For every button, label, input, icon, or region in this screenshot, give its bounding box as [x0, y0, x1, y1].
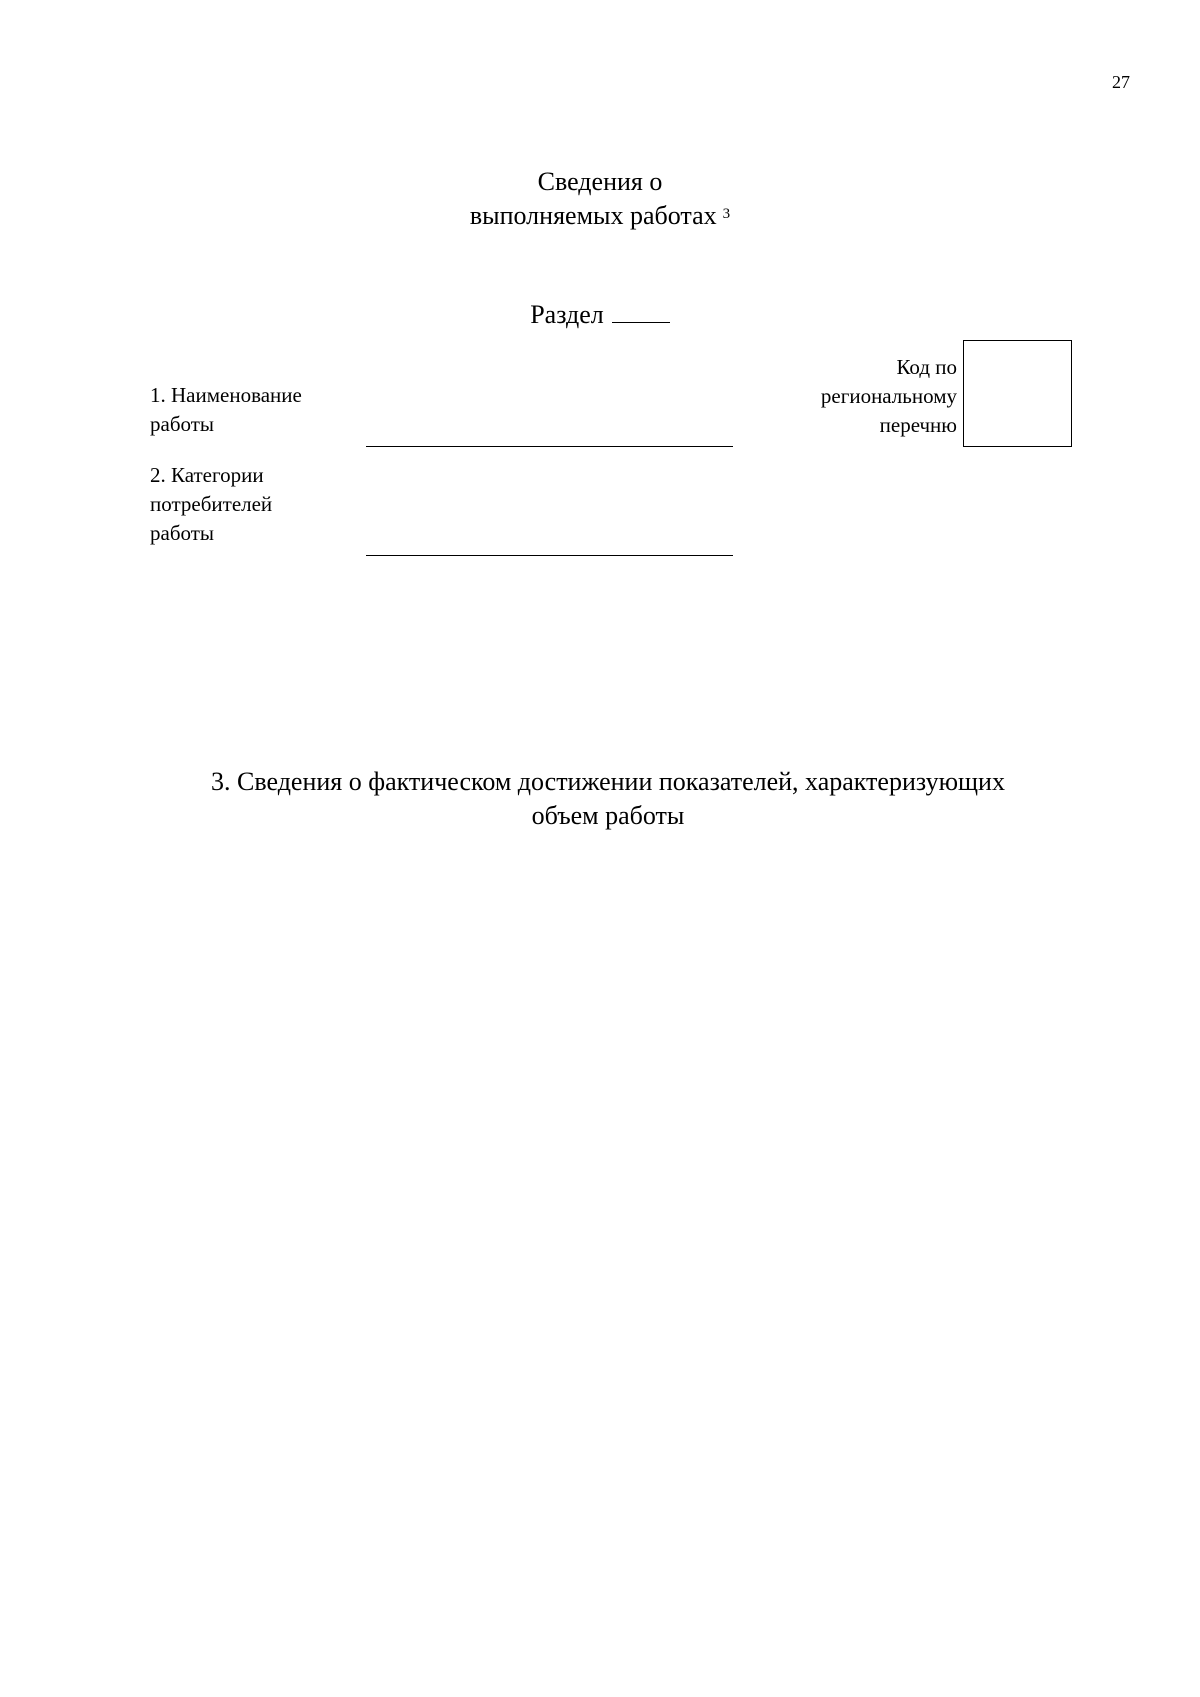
work-name-label: [150, 381, 370, 439]
title-line-1: Сведения о: [537, 167, 663, 196]
document-title: [0, 165, 1200, 233]
regional-list-code-label: [770, 353, 957, 440]
title-footnote-mark: 3: [722, 206, 731, 222]
section-3-heading: [0, 765, 1200, 833]
section-3-heading-line-1: 3. Сведения о фактическом достижении показателей, характеризующих: [211, 767, 1005, 796]
consumer-categories-label-line-2: потребителей: [150, 492, 273, 516]
consumer-categories-fill-line[interactable]: [366, 555, 733, 556]
consumer-categories-label-line-3: работы: [150, 521, 215, 545]
consumer-categories-label: [150, 461, 370, 548]
section-heading: [0, 298, 1200, 332]
consumer-categories-label-line-1: 2. Категории: [150, 463, 264, 487]
section-3-heading-line-2: объем работы: [531, 801, 685, 830]
regional-list-code-box[interactable]: [963, 340, 1072, 447]
code-label-line-2: региональному: [820, 384, 957, 408]
section-label: Раздел: [530, 300, 604, 329]
code-label-line-3: перечню: [879, 413, 957, 437]
section-number-blank[interactable]: [612, 300, 670, 323]
title-line-2: [0, 199, 1200, 233]
page-number: 27: [1112, 72, 1130, 92]
work-name-label-line-1: 1. Наименование: [150, 383, 302, 407]
work-name-fill-line[interactable]: [366, 446, 733, 447]
title-line-2-text: выполняемых работах: [469, 201, 717, 230]
work-name-label-line-2: работы: [150, 412, 215, 436]
code-label-line-1: Код по: [896, 355, 957, 379]
